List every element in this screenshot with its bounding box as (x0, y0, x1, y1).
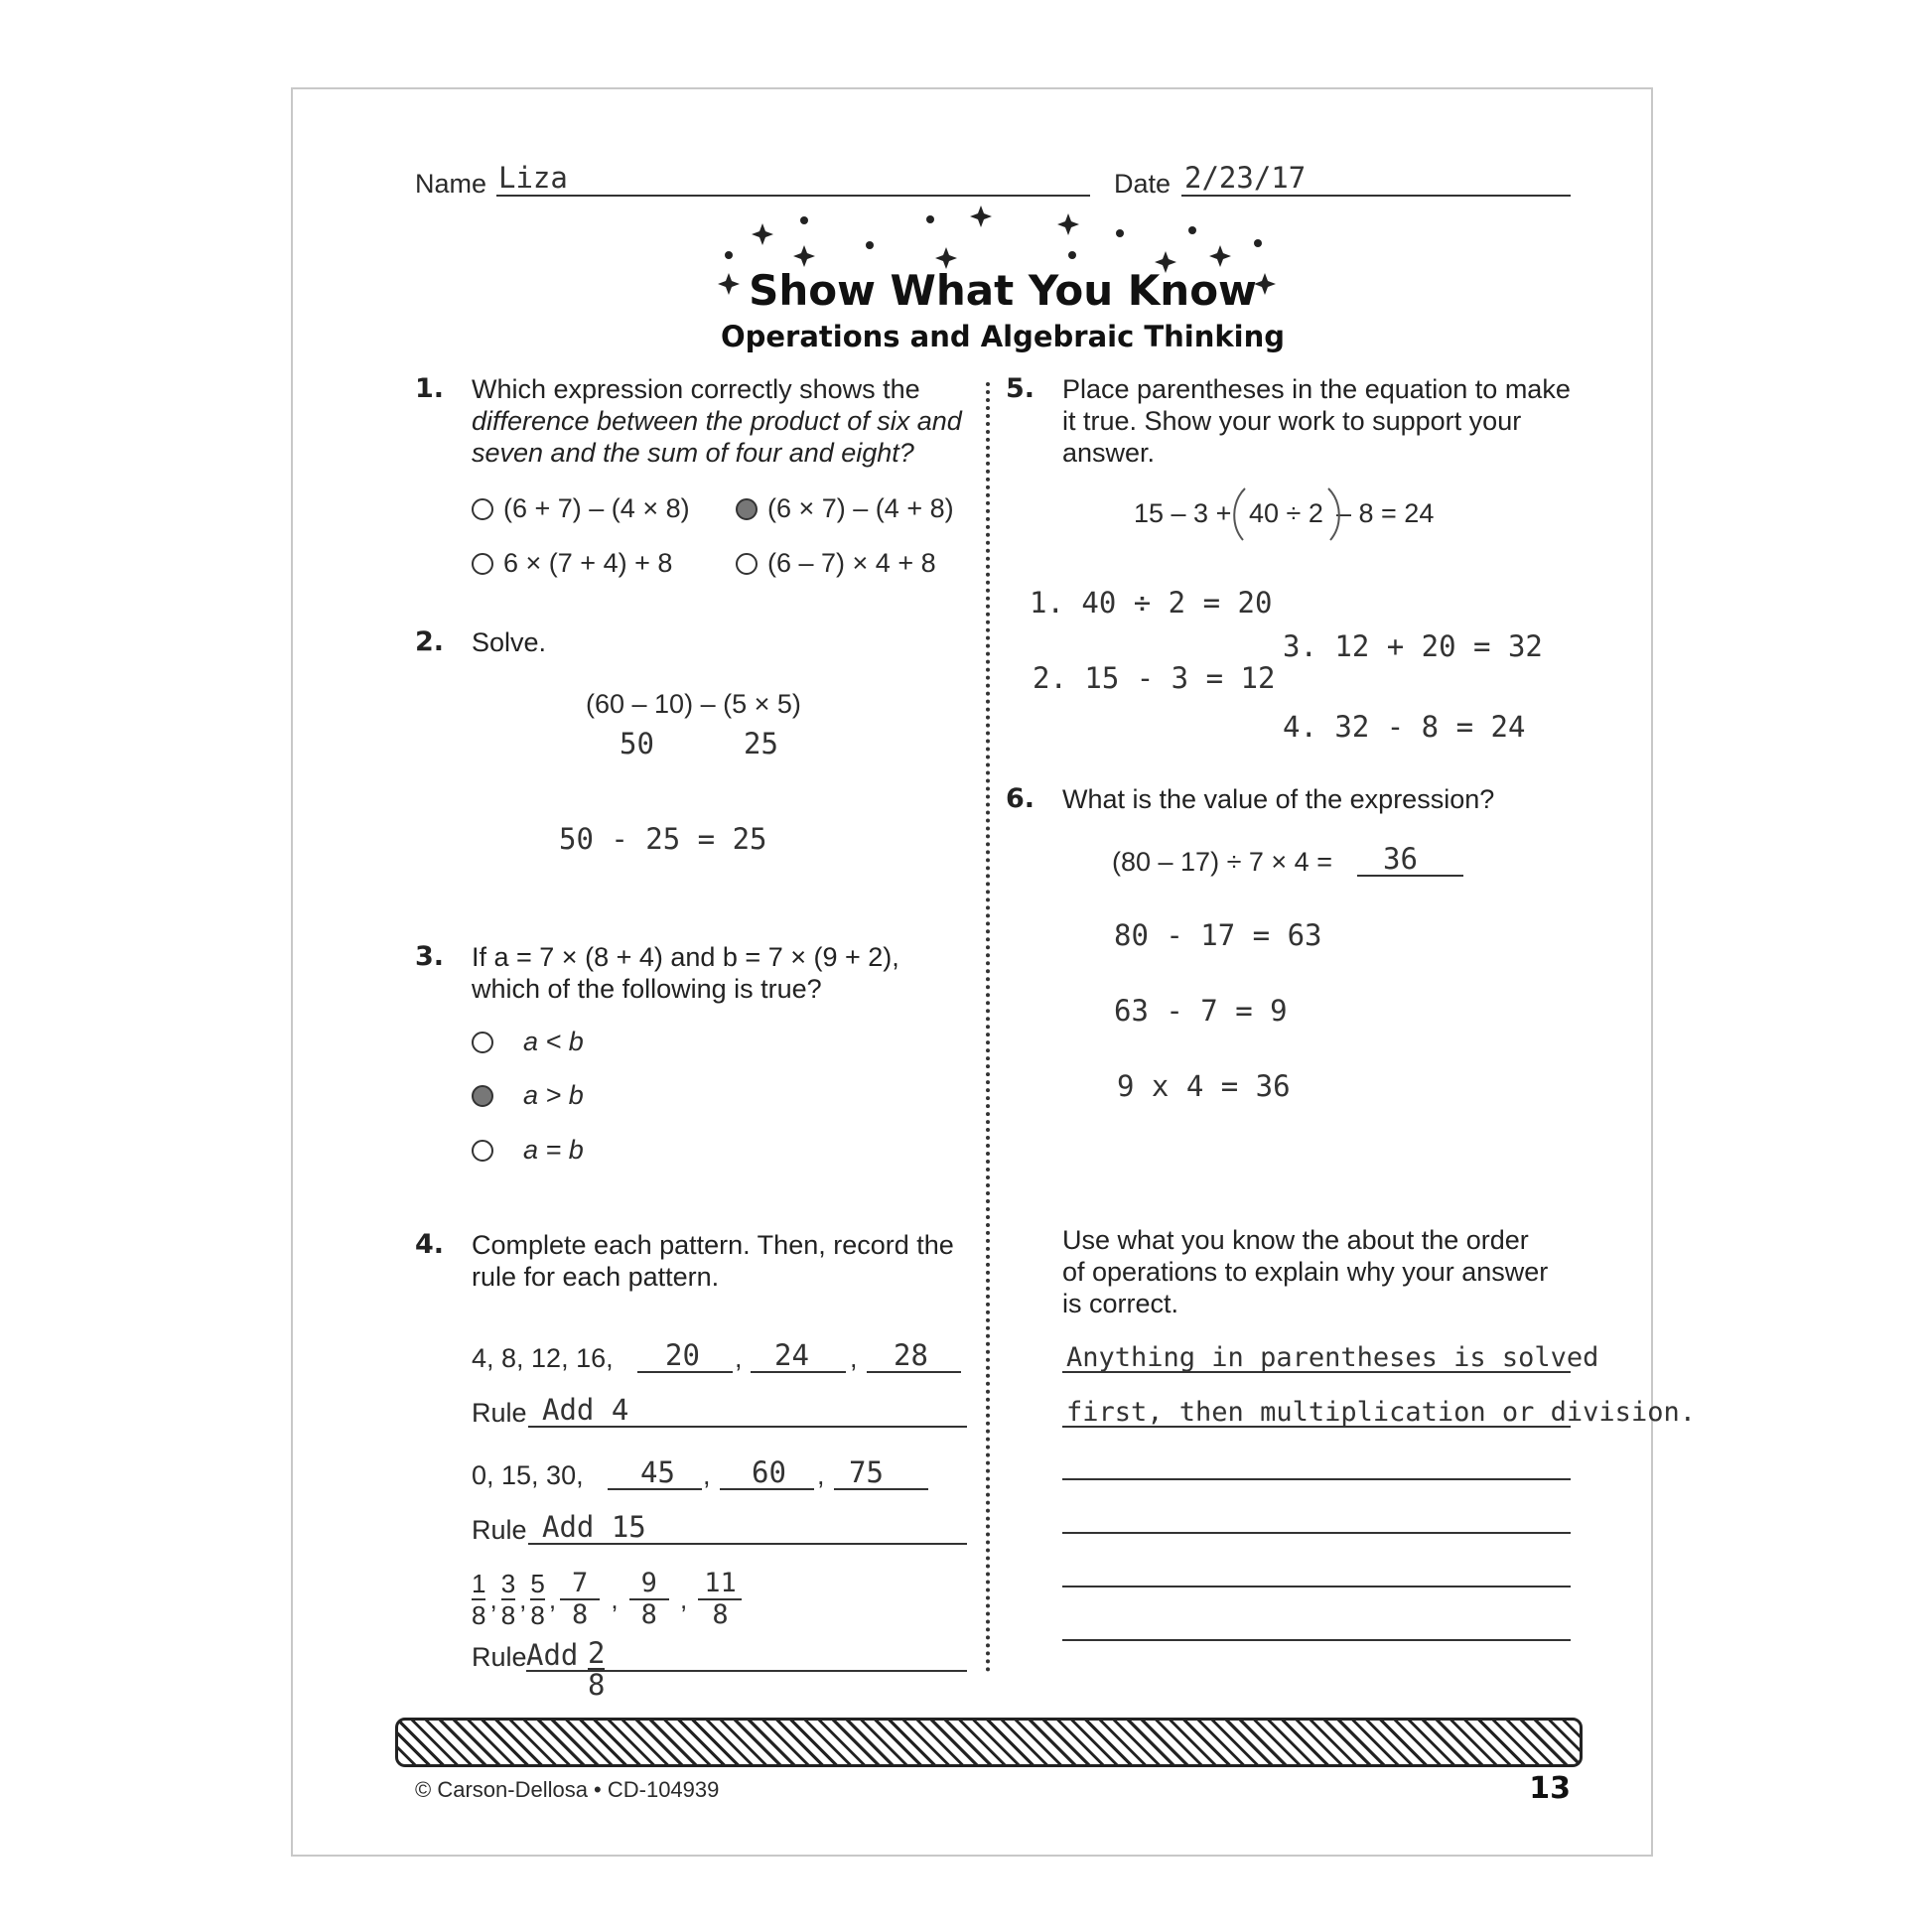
pattern3-rule-prefix[interactable]: Add (526, 1638, 579, 1672)
q1-option-4-radio[interactable] (736, 553, 758, 575)
pattern3-rule-label: Rule (472, 1642, 527, 1672)
pattern3-rule-fraction[interactable]: 2 8 (588, 1636, 606, 1702)
pattern3-answer-2[interactable]: $\frac{9}{8}$ (629, 1569, 669, 1630)
explain-line-1 (1062, 1371, 1571, 1373)
q2-work-b: 25 (744, 727, 778, 760)
pattern2-comma-1: , (703, 1460, 711, 1490)
page-subtitle: Operations and Algebraic Thinking (720, 320, 1286, 353)
q4-text-line2: rule for each pattern. (472, 1262, 720, 1292)
q5-step-3: 3. 12 + 20 = 32 (1283, 629, 1543, 663)
pattern2-rule-label: Rule (472, 1515, 527, 1545)
pattern2-answer-3[interactable]: 75 (849, 1455, 884, 1489)
pattern2-answer-1[interactable]: 45 (640, 1455, 675, 1489)
name-value: Liza (498, 161, 568, 195)
q3-text-line2: which of the following is true? (472, 974, 822, 1004)
q5-equation-left: 15 – 3 + (1134, 498, 1232, 528)
q3-option-3-label: a = b (523, 1135, 584, 1165)
q2-number: 2. (415, 626, 445, 657)
explain-line-4 (1062, 1532, 1571, 1534)
explain-answer-line2[interactable]: first, then multiplication or division. (1066, 1397, 1696, 1428)
explain-line-3 (1062, 1478, 1571, 1480)
q5-step-2: 2. 15 - 3 = 12 (1033, 661, 1276, 695)
q6-answer[interactable]: 36 (1383, 842, 1418, 876)
q1-option-1-radio[interactable] (472, 498, 493, 520)
q5-text-line2: it true. Show your work to support your (1062, 406, 1522, 436)
pattern2-rule[interactable]: Add 15 (542, 1510, 646, 1544)
pattern1-comma-2: , (850, 1343, 858, 1373)
q5-drawn-parentheses-icon (1227, 484, 1350, 544)
q1-text-line1: Which expression correctly shows the (472, 374, 920, 404)
q6-expression: (80 – 17) ÷ 7 × 4 = (1112, 847, 1332, 877)
page-title: Show What You Know (749, 266, 1257, 315)
date-label: Date (1114, 169, 1172, 199)
pattern3-given-3: $\frac{5}{8}$ (530, 1569, 545, 1630)
q1-option-2-label: (6 × 7) – (4 + 8) (767, 493, 954, 523)
pattern1-comma-1: , (735, 1343, 743, 1373)
explain-line-2 (1062, 1426, 1571, 1428)
q5-text-line3: answer. (1062, 438, 1156, 468)
q1-text-line2: difference between the product of six and (472, 406, 962, 436)
q6-text: What is the value of the expression? (1062, 784, 1495, 814)
q3-number: 3. (415, 941, 445, 972)
q3-option-2-label: a > b (523, 1080, 584, 1110)
pattern3-sequence: $\frac{1}{8}$ , $\frac{3}{8}$ , $\frac{5}{8}$ , $\frac{7}{8}$ , $\frac{9}{8}$ , $\frac{11}{8}$ (472, 1569, 742, 1630)
q3-text-line1: If a = 7 × (8 + 4) and b = 7 × (9 + 2), (472, 942, 899, 972)
q5-equation-paren: 40 ÷ 2 (1249, 498, 1323, 528)
explain-text-line2: of operations to explain why your answer (1062, 1257, 1549, 1287)
q1-text-line3: seven and the sum of four and eight? (472, 438, 914, 468)
q5-number: 5. (1006, 373, 1035, 404)
date-value: 2/23/17 (1184, 161, 1307, 195)
q4-text-line1: Complete each pattern. Then, record the (472, 1230, 954, 1260)
pattern1-answer-1[interactable]: 20 (665, 1338, 700, 1372)
q2-work-a: 50 (620, 727, 654, 760)
pattern3-given-1: $\frac{1}{8}$ (472, 1569, 486, 1630)
q5-equation-right: – 8 = 24 (1336, 498, 1435, 528)
pattern3-answer-3[interactable]: $\frac{11}{8}$ (698, 1569, 742, 1630)
pattern2-answer-2[interactable]: 60 (752, 1455, 786, 1489)
explain-line-6 (1062, 1639, 1571, 1641)
name-label: Name (415, 169, 487, 199)
q5-step-1: 1. 40 ÷ 2 = 20 (1030, 586, 1273, 620)
column-divider (986, 382, 990, 1673)
pattern2-comma-2: , (817, 1460, 825, 1490)
q3-option-1-label: a < b (523, 1027, 584, 1056)
q3-option-2-radio[interactable] (472, 1085, 493, 1107)
pattern1-given: 4, 8, 12, 16, (472, 1343, 614, 1373)
explain-answer-line1[interactable]: Anything in parentheses is solved (1066, 1342, 1599, 1373)
q1-option-1-label: (6 + 7) – (4 × 8) (503, 493, 690, 523)
pattern3-answer-1[interactable]: $\frac{7}{8}$ (560, 1569, 600, 1630)
q5-step-4: 4. 32 - 8 = 24 (1283, 710, 1526, 744)
page-number: 13 (1529, 1771, 1571, 1806)
q6-number: 6. (1006, 783, 1035, 814)
q1-option-3-radio[interactable] (472, 553, 493, 575)
q1-option-3-label: 6 × (7 + 4) + 8 (503, 548, 673, 578)
pattern2-given: 0, 15, 30, (472, 1460, 584, 1490)
q1-option-4-label: (6 – 7) × 4 + 8 (767, 548, 936, 578)
copyright-text: © Carson-Dellosa • CD-104939 (415, 1777, 720, 1802)
footer-hatched-bar (395, 1718, 1583, 1767)
pattern1-rule[interactable]: Add 4 (542, 1393, 629, 1427)
q4-number: 4. (415, 1229, 445, 1260)
q3-option-1-radio[interactable] (472, 1032, 493, 1053)
q5-text-line1: Place parentheses in the equation to make (1062, 374, 1571, 404)
pattern3-given-2: $\frac{3}{8}$ (500, 1569, 516, 1630)
q2-expression: (60 – 10) – (5 × 5) (586, 689, 801, 719)
q6-work-2: 63 - 7 = 9 (1114, 994, 1288, 1028)
explain-text-line3: is correct. (1062, 1289, 1179, 1318)
q6-work-3: 9 x 4 = 36 (1117, 1069, 1291, 1103)
explain-text-line1: Use what you know the about the order (1062, 1225, 1529, 1255)
q2-work-result: 50 - 25 = 25 (559, 822, 767, 856)
q1-option-2-radio[interactable] (736, 498, 758, 520)
explain-line-5 (1062, 1586, 1571, 1587)
q3-option-3-radio[interactable] (472, 1140, 493, 1162)
pattern1-answer-2[interactable]: 24 (774, 1338, 809, 1372)
pattern1-answer-3[interactable]: 28 (894, 1338, 928, 1372)
pattern1-rule-label: Rule (472, 1398, 527, 1428)
q2-text: Solve. (472, 627, 547, 657)
q1-number: 1. (415, 373, 445, 404)
q6-work-1: 80 - 17 = 63 (1114, 918, 1322, 952)
